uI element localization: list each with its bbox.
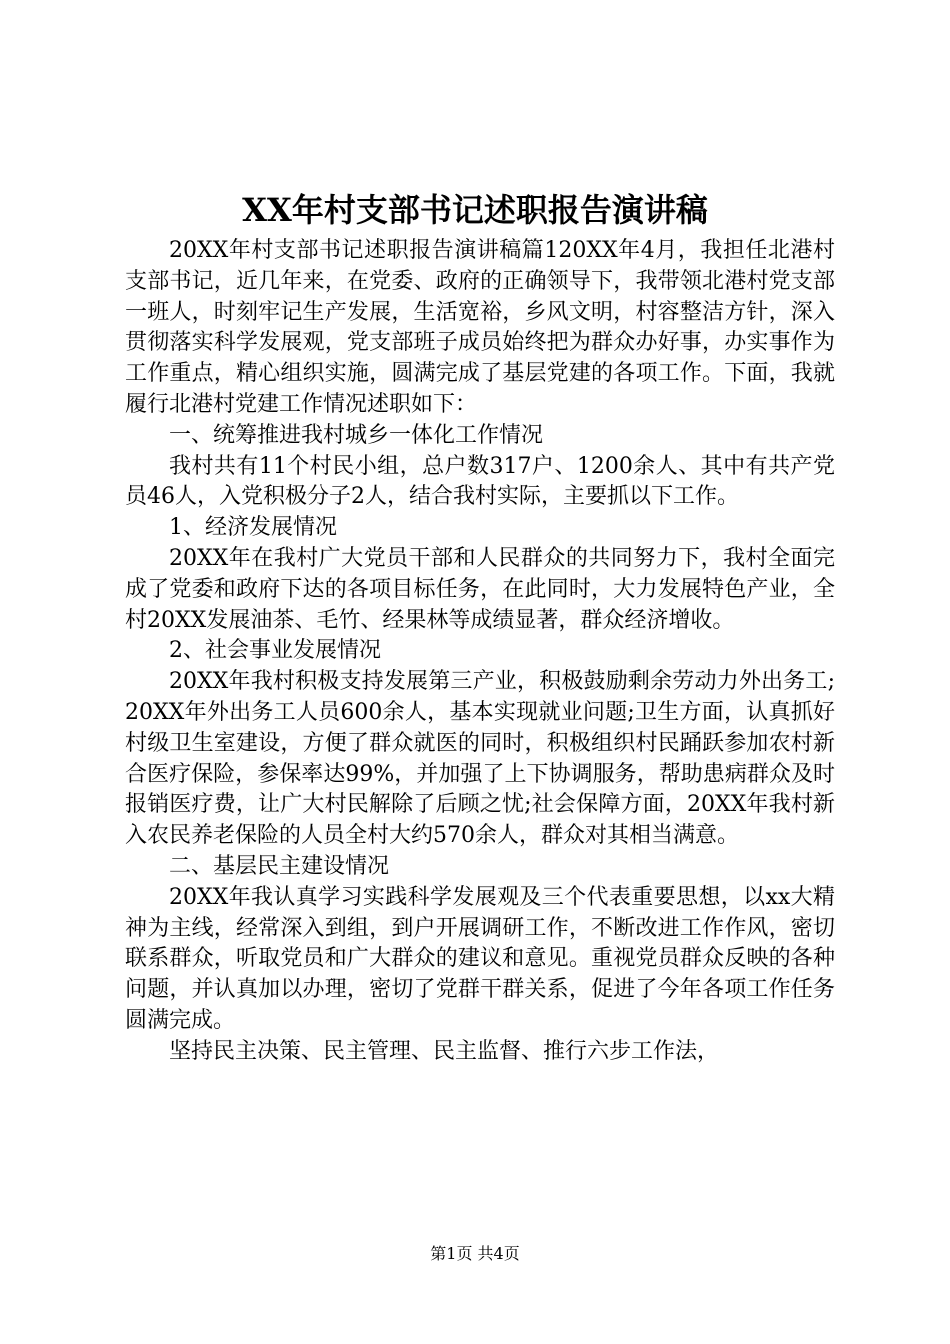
document-title: XX年村支部书记述职报告演讲稿: [242, 191, 708, 229]
subsection-heading-social: 2、社会事业发展情况: [169, 638, 381, 664]
paragraph-economy: 20XX年在我村广大党员干部和人民群众的共同努力下，我村全面完成了党委和政府下达的各项目标任务，在此同时，大力发展特色产业，全村20XX发展油茶、毛竹、经果林等成绩显著，群众经济增收。: [125, 545, 835, 633]
section-heading-2: 二、基层民主建设情况: [169, 853, 390, 879]
paragraph-social: 20XX年我村积极支持发展第三产业，积极鼓励剩余劳动力外出务工;20XX年外出务工人员600余人，基本实现就业问题;卫生方面，认真抓好村级卫生室建设，方便了群众就医的同时，积极组织村民踊跃参加农村新合医疗保险，参保率达99%，并加强了上下协调服务，帮助患病群众及时报销医疗费，让广大村民解除了后顾之忧;社会保障方面，20XX年我村新入农民养老保险的人员全村大约570余人，群众对其相当满意。: [125, 669, 835, 849]
paragraph-village-overview: 我村共有11个村民小组，总户数317户、1200余人、其中有共产党员46人，入党积极分子2人，结合我村实际，主要抓以下工作。: [125, 453, 835, 510]
paragraph-intro: 20XX年村支部书记述职报告演讲稿篇120XX年4月，我担任北港村支部书记，近几年来，在党委、政府的正确领导下，我带领北港村党支部一班人，时刻牢记生产发展，生活宽裕，乡风文明，村容整洁方针，深入贯彻落实科学发展观，党支部班子成员始终把为群众办好事，办实事作为工作重点，精心组织实施，圆满完成了基层党建的各项工作。下面，我就履行北港村党建工作情况述职如下：: [125, 238, 835, 417]
subsection-heading-economy: 1、经济发展情况: [169, 515, 337, 541]
paragraph-democracy: 20XX年我认真学习实践科学发展观及三个代表重要思想，以xx大精神为主线，经常深入到组，到户开展调研工作，不断改进工作作风，密切联系群众，听取党员和广大群众的建议和意见。重视党员群众反映的各种问题，并认真加以办理，密切了党群干群关系，促进了今年各项工作任务圆满完成。: [125, 884, 835, 1033]
paragraph-continued: 坚持民主决策、民主管理、民主监督、推行六步工作法，: [169, 1038, 720, 1064]
document-body: [125, 236, 835, 1068]
section-heading-1: 一、统筹推进我村城乡一体化工作情况: [169, 422, 544, 448]
page-number-footer: 第1页 共4页: [430, 1244, 520, 1263]
